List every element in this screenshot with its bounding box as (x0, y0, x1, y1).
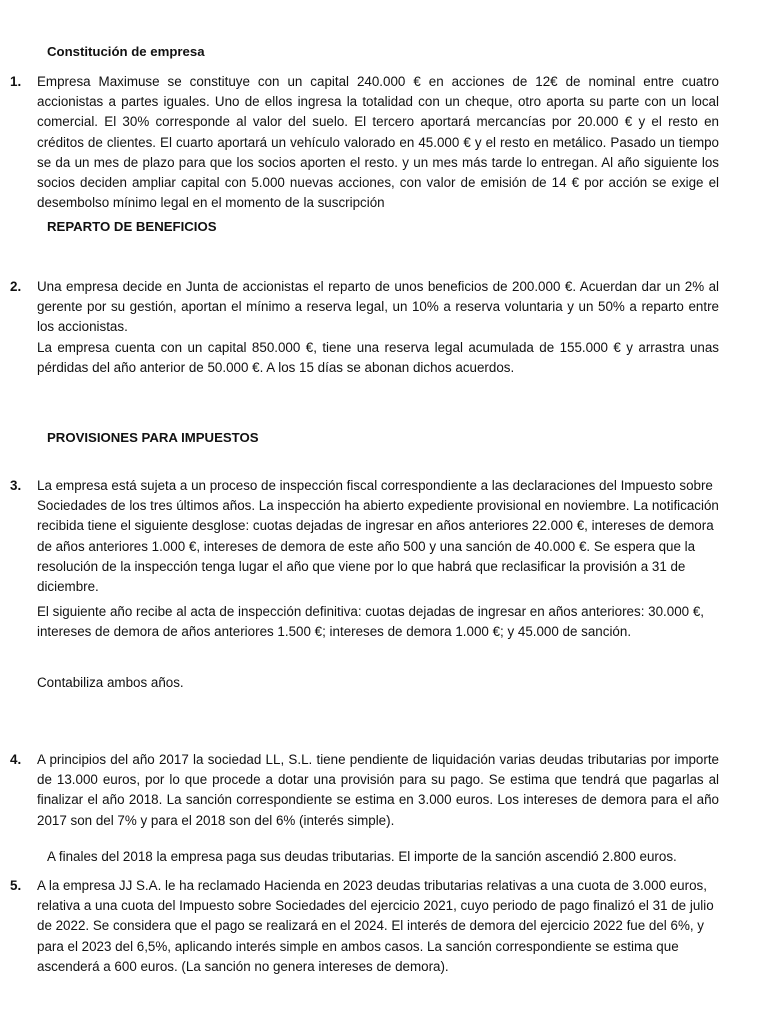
exercise-4-paragraph-2: A finales del 2018 la empresa paga sus deudas tributarias. El importe de la sanción ascendió 2.800 euros. (47, 849, 677, 864)
exercise-5-paragraph-1: A la empresa JJ S.A. le ha reclamado Hacienda en 2023 deudas tributarias relativas a una cuota de 3.000 euros, relativa a una cuota del Impuesto sobre Sociedades del ejercicio 2021, cuyo periodo de pago finalizó el 31 de julio de 2022. Se considera que el pago se realizará en el 2024. El interés de demora del ejercicio 2022 fue del 6%, y para el 2023 del 6,5%, aplicando interés simple en ambos casos. La sanción correspondiente se estima que ascenderá a 600 euros. (La sanción no genera intereses de demora). (37, 878, 714, 974)
exercise-number: 3. (10, 478, 22, 493)
exercise-4-paragraph-1: A principios del año 2017 la sociedad LL, S.L. tiene pendiente de liquidación varias deudas tributarias por importe de 13.000 euros, por lo que procede a dotar una provisión para su pago. Se estima que tendrá que pagarlas al finalizar el año 2018. La sanción correspondiente se estima en 3.000 euros. Los intereses de demora para el año 2017 son del 7% y para el 2018 son del 6% (interés simple). (37, 752, 719, 828)
section-heading-reparto: REPARTO DE BENEFICIOS (47, 219, 217, 234)
exercise-3-paragraph-3: Contabiliza ambos años. (37, 675, 184, 690)
section-heading-constitucion: Constitución de empresa (47, 44, 205, 59)
exercise-1-paragraph-1: Empresa Maximuse se constituye con un capital 240.000 € en acciones de 12€ de nominal entre cuatro accionistas a partes iguales. Uno de ellos ingresa la totalidad con un cheque, otro aporta su parte con un local comercial. El 30% corresponde al valor del suelo. El tercero aportará mercancías por 20.000 € y el resto en créditos de clientes. El cuarto aportará un vehículo valorado en 45.000 € y el resto en metálico. Pasado un tiempo se da un mes de plazo para que los socios aporten el resto. y un mes más tarde lo entregan. Al año siguiente los socios deciden ampliar capital con 5.000 nuevas acciones, con valor de emisión de 14 € por acción se exige el desembolso mínimo legal en el momento de la suscripción (37, 74, 719, 211)
exercise-number: 2. (10, 279, 22, 294)
exercise-2-paragraph-2: La empresa cuenta con un capital 850.000 €, tiene una reserva legal acumulada de 155.000 € y arrastra unas pérdidas del año anterior de 50.000 €. A los 15 días se abonan dichos acuerdos. (37, 340, 719, 376)
section-heading-provisiones: PROVISIONES PARA IMPUESTOS (47, 430, 259, 445)
exercise-3-paragraph-1: La empresa está sujeta a un proceso de inspección fiscal correspondiente a las declaraciones del Impuesto sobre Sociedades de los tres últimos años. La inspección ha abierto expediente provisional en noviembre. La notificación recibida tiene el siguiente desglose: cuotas dejadas de ingresar en años anteriores 22.000 €, intereses de demora de años anteriores 1.000 €, intereses de demora de este año 500 y una sanción de 40.000 €. Se espera que la resolución de la inspección tenga lugar el año que viene por lo que habrá que reclasificar la provisión a 31 de diciembre. (37, 478, 719, 595)
exercise-number: 5. (10, 878, 22, 893)
exercise-3-paragraph-2: El siguiente año recibe al acta de inspección definitiva: cuotas dejadas de ingresar en años anteriores: 30.000 €, intereses de demora de años anteriores 1.500 €; intereses de demora 1.000 €; y 45.000 de sanción. (37, 604, 704, 640)
exercise-number: 1. (10, 74, 22, 89)
exercise-2-paragraph-1: Una empresa decide en Junta de accionistas el reparto de unos beneficios de 200.000 €. Acuerdan dar un 2% al gerente por su gestión, aportan el mínimo a reserva legal, un 10% a reserva voluntaria y un 50% a reparto entre los accionistas. (37, 279, 719, 335)
exercise-number: 4. (10, 752, 22, 767)
